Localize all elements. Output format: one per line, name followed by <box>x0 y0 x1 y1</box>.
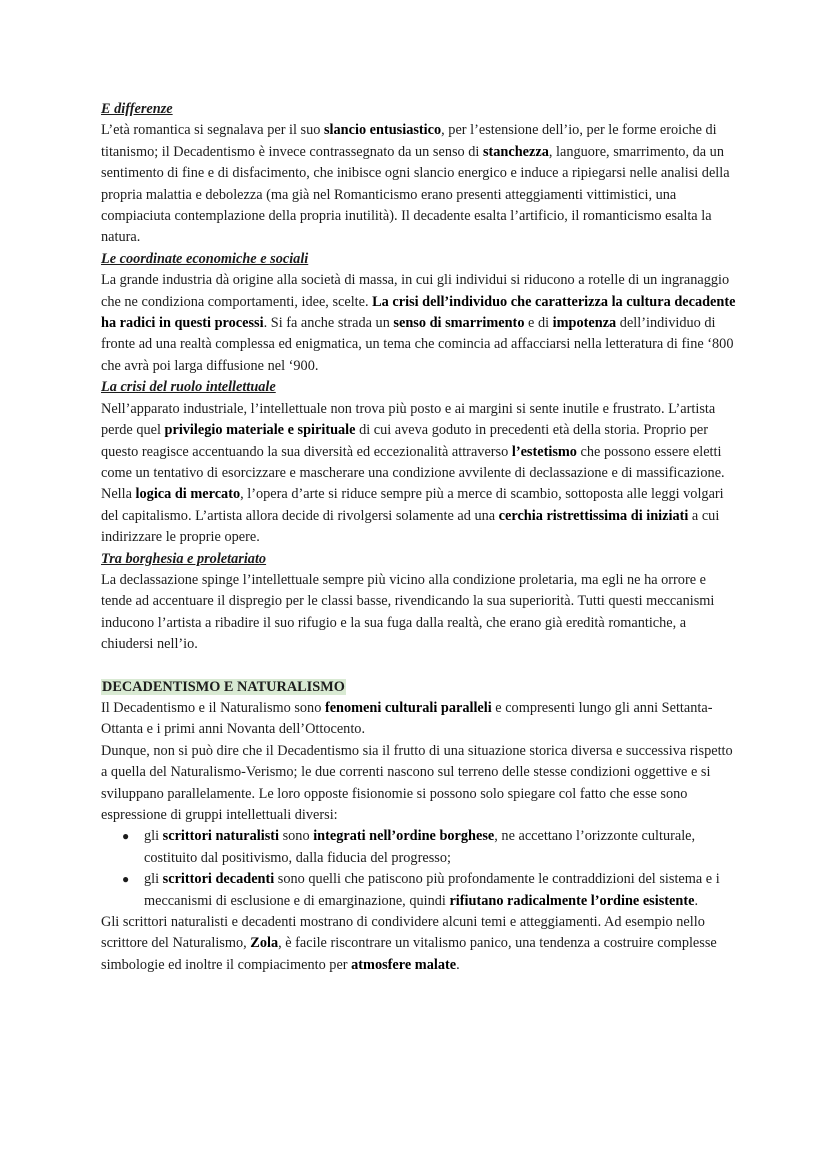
bullet-list <box>101 826 737 912</box>
heading-decadentismo-naturalismo: DECADENTISMO E NATURALISMO <box>102 678 345 695</box>
section-title-differenze: E differenze <box>101 101 173 117</box>
paragraph-crisi-1: Nell’apparato industriale, l’intellettuale non trova più posto e ai margini si sente inutile e frustrato. L’artista perde quel privilegio materiale e spirituale di cui aveva goduto in precedenti età della storia. Proprio per questo reagisce accentuando la sua diversità ed eccezionalità attraverso l’estetismo che possono essere eletti come un tentativo di esorcizzare e mascherare una condizione avvilente di declassazione e di massificazione. <box>101 400 725 481</box>
list-item: ● gli scrittori naturalisti sono integrati nell’ordine borghese, ne accettano l’orizzonte culturale, costituito dal positivismo, dalla fiducia del progresso; <box>122 828 696 866</box>
bullet-icon: ● <box>122 872 130 887</box>
bullet-icon: ● <box>122 829 130 844</box>
section-title-borghesia: Tra borghesia e proletariato <box>101 550 267 567</box>
section-title-coordinate: Le coordinate economiche e sociali <box>101 250 309 267</box>
list-item: ● gli scrittori decadenti sono quelli che patiscono più profondamente le contraddizioni del sistema e i meccanismi di esclusione e di emarginazione, quindi rifiutano radicalmente l’ordine esistente. <box>122 871 720 909</box>
paragraph-naturalismo-2: Dunque, non si può dire che il Decadentismo sia il frutto di una situazione storica diversa e successiva rispetto a quella del Naturalismo-Verismo; le due correnti nascono sul terreno delle stesse condizioni oggettive e si sviluppano parallelamente. Le loro opposte fisionomie si possono solo spiegare col fatto che esse sono espressione di gruppi intellettuali diversi: <box>101 742 733 823</box>
paragraph-differenze: L’età romantica si segnalava per il suo slancio entusiastico, per l’estensione dell’io, per le forme eroiche di titanismo; il Decadentismo è invece contrassegnato da un senso di stanchezza, languore, smarrimento, da un sentimento di fine e di disfacimento, che inibisce ogni slancio energico e induce a ripiegarsi nelle analisi della propria malattia e debolezza (ma già nel Romanticismo erano presenti atteggiamenti vittimistici, una compiaciuta contemplazione della propria inutilità). Il decadente esalta l’artificio, il romanticismo esalta la natura. <box>101 122 730 246</box>
paragraph-crisi-2: Nella logica di mercato, l’opera d’arte si riduce sempre più a merce di scambio, sottoposta alle leggi volgari del capitalismo. L’artista allora decide di rivolgersi solamente ad una cerchia ristrettissima di iniziati a cui indirizzare le proprie opere. <box>101 486 724 546</box>
paragraph-coordinate: La grande industria dà origine alla società di massa, in cui gli individui si riducono a rotelle di un ingranaggio che ne condiziona comportamenti, idee, scelte. La crisi dell’individuo che caratterizza la cultura decadente ha radici in questi processi. Si fa anche strada un senso di smarrimento e di impotenza dell’individuo di fronte ad una realtà complessa ed enigmatica, un tema che comincia ad affacciarsi nella letteratura di fine ‘800 che avrà poi larga diffusione nel ‘900. <box>101 272 736 374</box>
paragraph-naturalismo-3: Gli scrittori naturalisti e decadenti mostrano di condividere alcuni temi e atteggiamenti. Ad esempio nello scrittore del Naturalismo, Zola, è facile riscontrare un vitalismo panico, una tendenza a costruire complesse simbologie ed inoltre il compiacimento per atmosfere malate. <box>101 914 717 973</box>
section-title-crisi-intellettuale: La crisi del ruolo intellettuale <box>101 379 276 396</box>
spacer <box>101 656 737 677</box>
paragraph-borghesia: La declassazione spinge l’intellettuale sempre più vicino alla condizione proletaria, ma egli ne ha orrore e tende ad accentuare il dispregio per le classi basse, rivendicando la sua superiorità. Tutti questi meccanismi inducono l’artista a ribadire il suo rifugio e la sua fuga dalla realtà, che erano già eredità romantiche, a chiudersi nell’io. <box>101 571 715 653</box>
document-page <box>101 99 737 976</box>
paragraph-naturalismo-1: Il Decadentismo e il Naturalismo sono fenomeni culturali paralleli e compresenti lungo gli anni Settanta-Ottanta e i primi anni Novanta dell’Ottocento. <box>101 699 713 738</box>
